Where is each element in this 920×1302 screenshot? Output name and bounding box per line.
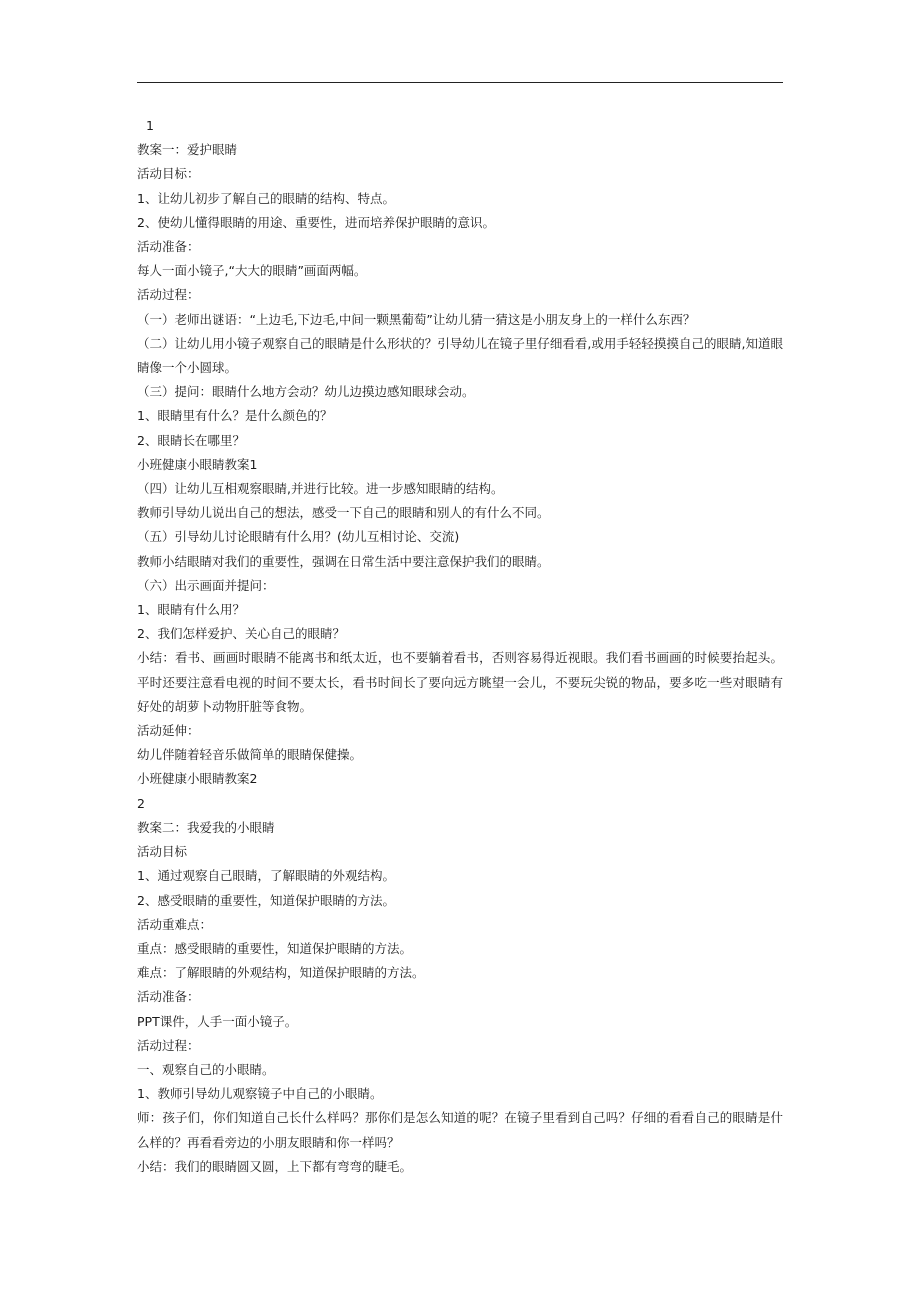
- section-heading: 活动目标: [137, 844, 188, 860]
- section-heading: 活动准备：: [137, 989, 200, 1005]
- paragraph: 每人一面小镜子,“大大的眼睛”画面两幅。: [137, 263, 367, 279]
- list-item: 2、使幼儿懂得眼睛的用途、重要性，进而培养保护眼睛的意识。: [137, 214, 495, 230]
- paragraph: 小班健康小眼睛教案2: [137, 771, 258, 787]
- paragraph: （三）提问：眼睛什么地方会动？幼儿边摸边感知眼球会动。: [137, 384, 475, 400]
- list-item: 1、让幼儿初步了解自己的眼睛的结构、特点。: [137, 190, 395, 206]
- paragraph: 一、观察自己的小眼睛。: [137, 1061, 275, 1077]
- paragraph: 教师引导幼儿说出自己的想法，感受一下自己的眼睛和别人的有什么不同。: [137, 505, 550, 521]
- lesson-title: 教案一：爱护眼睛: [137, 142, 238, 158]
- section-heading: 活动过程：: [137, 287, 200, 303]
- section-heading: 活动过程：: [137, 1037, 200, 1053]
- list-item: 2、感受眼睛的重要性，知道保护眼睛的方法。: [137, 892, 395, 908]
- paragraph: 小班健康小眼睛教案1: [137, 456, 258, 472]
- section-heading: 活动准备：: [137, 239, 200, 255]
- paragraph: PPT课件，人手一面小镜子。: [137, 1013, 298, 1029]
- paragraph: （六）出示画面并提问：: [137, 577, 275, 593]
- list-item: 1、眼睛里有什么？是什么颜色的？: [137, 408, 333, 424]
- paragraph: 教师小结眼睛对我们的重要性，强调在日常生活中要注意保护我们的眼睛。: [137, 553, 550, 569]
- paragraph: （五）引导幼儿讨论眼睛有什么用？(幼儿互相讨论、交流): [137, 529, 460, 545]
- paragraph: （一）老师出谜语：“上边毛,下边毛,中间一颗黑葡萄”让幼儿猜一猜这是小朋友身上的一样什么东西？: [137, 311, 696, 327]
- paragraph: 师：孩子们，你们知道自己长什么样吗？那你们是怎么知道的呢？在镜子里看到自己吗？仔细的看看自己的眼睛是什么样的？再看看旁边的小朋友眼睛和你一样吗？: [137, 1110, 783, 1150]
- section-heading: 活动延伸：: [137, 723, 200, 739]
- section-heading: 活动重难点：: [137, 916, 213, 932]
- list-item: 1、眼睛有什么用？: [137, 602, 245, 618]
- paragraph: 小结：我们的眼睛圆又圆，上下都有弯弯的睫毛。: [137, 1158, 413, 1174]
- list-item: 1、通过观察自己眼睛，了解眼睛的外观结构。: [137, 868, 395, 884]
- paragraph: 重点：感受眼睛的重要性，知道保护眼睛的方法。: [137, 940, 413, 956]
- section-heading: 活动目标：: [137, 166, 200, 182]
- document-body: [137, 114, 783, 1179]
- lesson-title: 教案二：我爱我的小眼睛: [137, 819, 275, 835]
- paragraph: 小结：看书、画画时眼睛不能离书和纸太近，也不要躺着看书，否则容易得近视眼。我们看书画画的时候要抬起头。平时还要注意看电视的时间不要太长，看书时间长了要向远方眺望一会儿，不要玩尖锐的物品，要多吃一些对眼睛有好处的胡萝卜动物肝脏等食物。: [137, 650, 783, 714]
- section-number: 2: [137, 795, 145, 811]
- header-rule: [137, 82, 783, 83]
- paragraph: （二）让幼儿用小镜子观察自己的眼睛是什么形状的？引导幼儿在镜子里仔细看看,或用手轻轻摸摸自己的眼睛,知道眼睛像一个小圆球。: [137, 335, 783, 376]
- paragraph: 幼儿伴随着轻音乐做简单的眼睛保健操。: [137, 747, 363, 763]
- paragraph: （四）让幼儿互相观察眼睛,并进行比较。进一步感知眼睛的结构。: [137, 481, 504, 497]
- list-item: 1、教师引导幼儿观察镜子中自己的小眼睛。: [137, 1086, 383, 1102]
- list-item: 2、眼睛长在哪里？: [137, 432, 245, 448]
- paragraph: 难点：了解眼睛的外观结构，知道保护眼睛的方法。: [137, 965, 425, 981]
- page-number: 1: [146, 118, 154, 133]
- list-item: 2、我们怎样爱护、关心自己的眼睛？: [137, 626, 345, 642]
